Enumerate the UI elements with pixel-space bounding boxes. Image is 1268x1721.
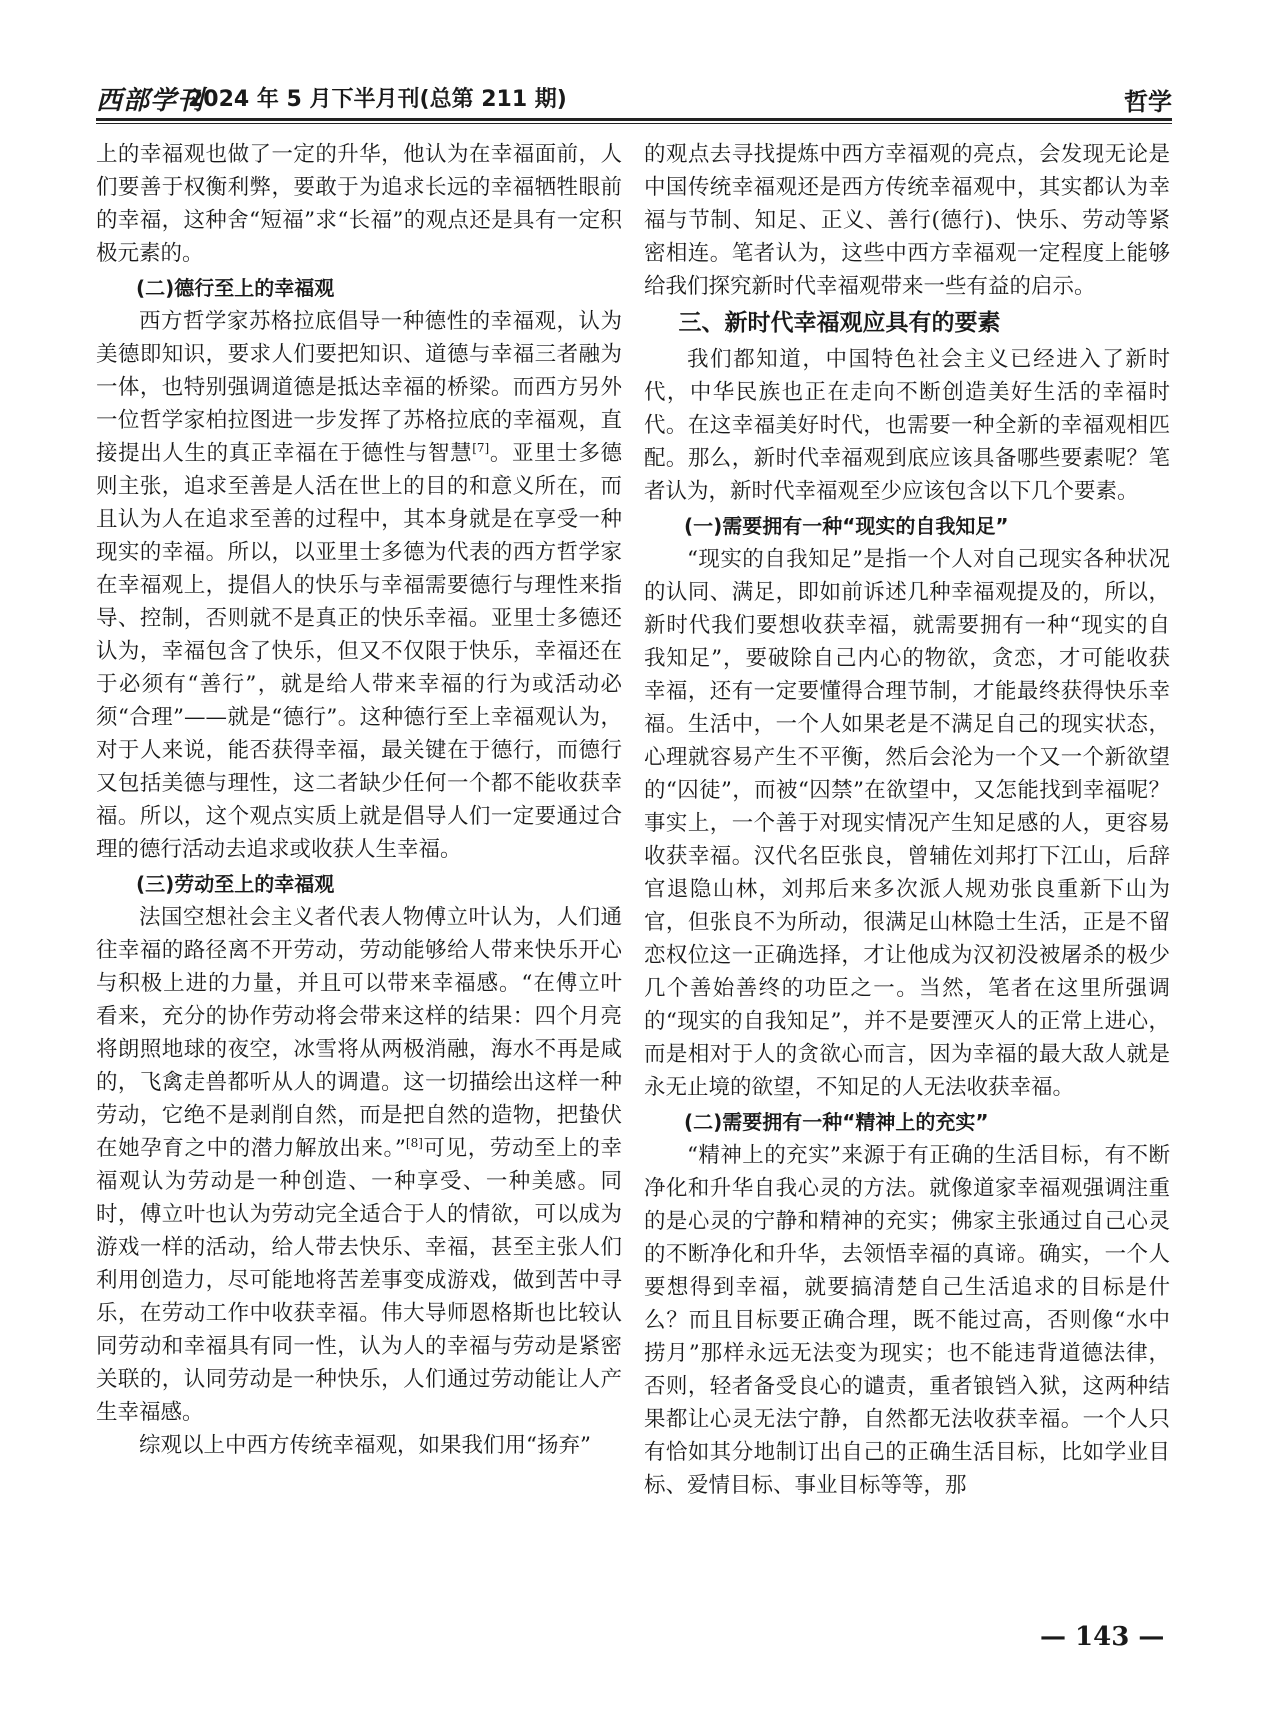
paragraph-text: 西方哲学家苏格拉底倡导一种德性的幸福观，认为美德即知识，要求人们要把知识、道德与幸福三者融为一体，也特别强调道德是抵达幸福的桥梁。而西方另外一位哲学家柏拉图进一步发挥了苏格拉底的幸福观，直接提出人生的真正幸福在于德性与智慧 (96, 309, 622, 466)
paragraph: “精神上的充实”来源于有正确的生活目标，有不断净化和升华自我心灵的方法。就像道家幸福观强调注重的是心灵的宁静和精神的充实；佛家主张通过自己心灵的不断净化和升华，去领悟幸福的真谛。确实，一个人要想得到幸福，就要搞清楚自己生活追求的目标是什么？而且目标要正确合理，既不能过高，否则像“水中捞月”那样永远无法变为现实；也不能违背道德法律，否则，轻者备受良心的谴责，重者锒铛入狱，这两种结果都让心灵无法宁静，自然都无法收获幸福。一个人只有恰如其分地制订出自己的正确生活目标，比如学业目标、爱情目标、事业目标等等，那 (644, 1143, 1170, 1498)
paragraph-text: 。亚里士多德则主张，追求至善是人活在世上的目的和意义所在，而且认为人在追求至善的过程中，其本身就是在享受一种现实的幸福。所以，以亚里士多德为代表的西方哲学家在幸福观上，提倡人的快乐与幸福需要德行与理性来指导、控制，否则就不是真正的快乐幸福。亚里士多德还认为，幸福包含了快乐，但又不仅限于快乐，幸福还在于必须有“善行”，就是给人带来幸福的行为或活动必须“合理”——就是“德行”。这种德行至上幸福观认为，对于人来说，能否获得幸福，最关键在于德行，而德行又包括美德与理性，这二者缺少任何一个都不能收获幸福。所以，这个观点实质上就是倡导人们一定要通过合理的德行活动去追求或收获人生幸福。 (96, 441, 622, 862)
page-number: — 143 — (1040, 1622, 1165, 1652)
paragraph (96, 901, 622, 1429)
issue-info: 2024 年 5 月下半月刊(总第 211 期) (188, 87, 567, 112)
paragraph: 上的幸福观也做了一定的升华，他认为在幸福面前，人们要善于权衡利弊，要敢于为追求长远的幸福牺牲眼前的幸福，这种舍“短福”求“长福”的观点还是具有一定积极元素的。 (96, 142, 622, 266)
paragraph: 综观以上中西方传统幸福观，如果我们用“扬弃” (139, 1433, 591, 1458)
journal-logo: 西部学刊 (96, 86, 205, 116)
paragraph-text: 法国空想社会主义者代表人物傅立叶认为，人们通往幸福的路径离不开劳动，劳动能够给人带来快乐开心与积极上进的力量，并且可以带来幸福感。“在傅立叶看来，充分的协作劳动将会带来这样的结果：四个月亮将朗照地球的夜空，冰雪将从两极消融，海水不再是咸的，飞禽走兽都听从人的调遣。这一切描绘出这样一种劳动，它绝不是剥削自然，而是把自然的造物，把蛰伏在她孕育之中的潜力解放出来。” (96, 905, 622, 1161)
subheading-contentment: (一)需要拥有一种“现实的自我知足” (684, 514, 1009, 538)
page-header (96, 78, 1172, 118)
citation-ref: [8] (405, 1135, 423, 1150)
paragraph: “现实的自我知足”是指一个人对自己现实各种状况的认同、满足，即如前诉述几种幸福观提及的，所以，新时代我们要想收获幸福，就需要拥有一种“现实的自我知足”，要破除自己内心的物欲，贪恋，才可能收获幸福，还有一定要懂得合理节制，才能最终获得快乐幸福。生活中，一个人如果老是不满足自己的现实状态，心理就容易产生不平衡，然后会沦为一个又一个新欲望的“囚徒”，而被“囚禁”在欲望中，又怎能找到幸福呢？事实上，一个善于对现实情况产生知足感的人，更容易收获幸福。汉代名臣张良，曾辅佐刘邦打下江山，后辞官退隐山林，刘邦后来多次派人规劝张良重新下山为官，但张良不为所动，很满足山林隐士生活，正是不留恋权位这一正确选择，才让他成为汉初没被屠杀的极少几个善始善终的功臣之一。当然，笔者在这里所强调的“现实的自我知足”，并不是要湮灭人的正常上进心，而是相对于人的贪欲心而言，因为幸福的最大敌人就是永无止境的欲望，不知足的人无法收获幸福。 (644, 547, 1170, 1100)
citation-ref: [7] (472, 440, 490, 455)
subheading-labor: (三)劳动至上的幸福观 (136, 872, 335, 896)
section-heading: 三、新时代幸福观应具有的要素 (678, 310, 1001, 336)
paragraph (96, 305, 622, 866)
header-rule-thin (96, 123, 1172, 124)
left-column (96, 138, 622, 1462)
paragraph-text: 可见，劳动至上的幸福观认为劳动是一种创造、一种享受、一种美感。同时，傅立叶也认为劳动完全适合于人的情欲，可以成为游戏一样的活动，给人带去快乐、幸福，甚至主张人们利用创造力，尽可能地将苦差事变成游戏，做到苦中寻乐，在劳动工作中收获幸福。伟大导师恩格斯也比较认同劳动和幸福具有同一性，认为人的幸福与劳动是紧密关联的，认同劳动是一种快乐，人们通过劳动能让人产生幸福感。 (96, 1136, 622, 1425)
right-column (644, 138, 1170, 1502)
paragraph: 我们都知道，中国特色社会主义已经进入了新时代，中华民族也正在走向不断创造美好生活的幸福时代。在这幸福美好时代，也需要一种全新的幸福观相匹配。那么，新时代幸福观到底应该具备哪些要素呢？笔者认为，新时代幸福观至少应该包含以下几个要素。 (644, 347, 1170, 504)
header-rule (96, 118, 1172, 121)
subheading-spiritual: (二)需要拥有一种“精神上的充实” (684, 1110, 989, 1134)
subheading-virtue: (二)德行至上的幸福观 (136, 276, 335, 300)
section-title: 哲学 (1124, 88, 1172, 116)
paragraph: 的观点去寻找提炼中西方幸福观的亮点，会发现无论是中国传统幸福观还是西方传统幸福观中，其实都认为幸福与节制、知足、正义、善行(德行)、快乐、劳动等紧密相连。笔者认为，这些中西方幸福观一定程度上能够给我们探究新时代幸福观带来一些有益的启示。 (644, 142, 1170, 299)
